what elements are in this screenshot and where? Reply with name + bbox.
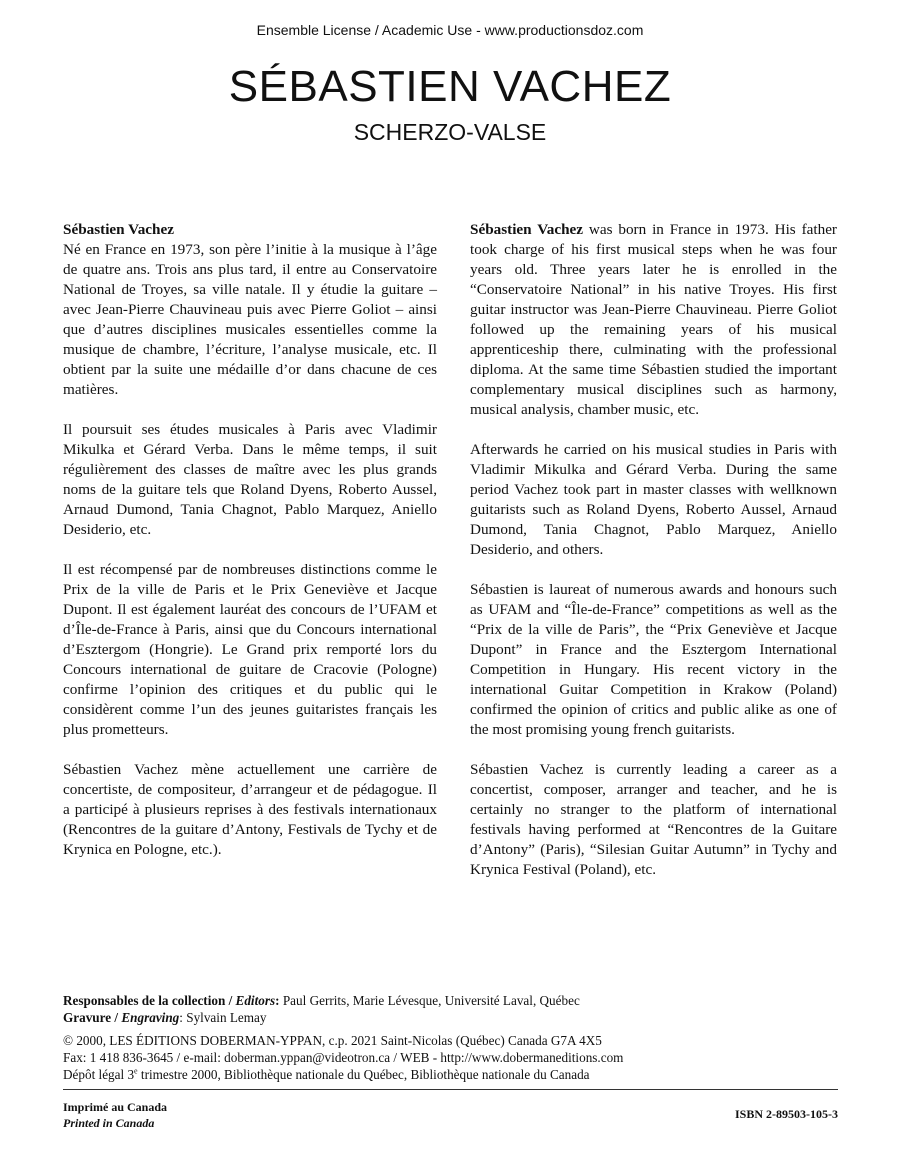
depot-post: trimestre 2000, Bibliothèque nationale du Québec, Bibliothèque nationale du Canada	[137, 1067, 590, 1082]
engraving-value: Sylvain Lemay	[186, 1010, 267, 1025]
isbn: ISBN 2-89503-105-3	[734, 1107, 838, 1121]
bio-fr-paragraph	[63, 220, 437, 400]
editors-sep: /	[225, 993, 236, 1008]
bio-en-paragraph: Sébastien Vachez is currently leading a career as a concertist, composer, arranger and teacher, and he is certainly no stranger to the platform of international festivals having performed at “Rencontres de la Guitare d’Antony” (Paris), “Silesian Guitar Autumn” in Tychy and Krynica Festival (Poland), etc.	[470, 761, 837, 878]
bio-en-lead-name: Sébastien Vachez	[470, 221, 584, 238]
credits-footer	[63, 992, 838, 1083]
printed-en: Printed in Canada	[63, 1116, 155, 1130]
legal-deposit-line	[63, 1066, 838, 1083]
bio-en-paragraph	[470, 220, 837, 420]
bio-fr-paragraph: Il est récompensé par de nombreuses distinctions comme le Prix de la ville de Paris et le Prix Geneviève et Jacque Dupont. Il est également lauréat des concours de l’UFAM et d’Île-de-France à Paris, ainsi que du Concours international d’Esztergom (Hongrie). Le Grand prix remporté lors du Concours international de guitare de Cracovie (Pologne) confirme l’opinion des critiques et du public qui le considèrent comme l’un des jeunes guitaristes français les plus prometteurs.	[63, 561, 437, 738]
bio-fr-heading: Sébastien Vachez	[63, 221, 174, 238]
editors-label-en: Editors	[235, 993, 276, 1008]
bio-fr-paragraph: Il poursuit ses études musicales à Paris avec Vladimir Mikulka et Gérard Verba. Dans le même temps, il suit régulièrement des classes de maître avec les plus grands noms de la guitare tels que Roland Dyens, Roberto Aussel, Arnaud Dumond, Tania Chagnot, Pablo Marquez, Aniello Desiderio, etc.	[63, 421, 437, 538]
bio-en-paragraph: Afterwards he carried on his musical studies in Paris with Vladimir Mikulka and Gérard Verba. During the same period Vachez took part in master classes with wellknown guitarists such as Roland Dyens, Roberto Aussel, Arnaud Dumond, Tania Chagnot, Pablo Marquez, Aniello Desiderio, and others.	[470, 441, 837, 558]
bio-en-paragraph: Sébastien is laureat of numerous awards and honours such as UFAM and “Île-de-France” competitions as well as the “Prix de la ville de Paris”, the “Prix Geneviève et Jacque Dupont” in France and the Esztergom International Competition in Hungary. His recent victory in the international Guitar Competition in Krakow (Poland) confirmed the opinion of critics and public alike as one of the most promising young french guitarists.	[470, 581, 837, 738]
editors-value: Paul Gerrits, Marie Lévesque, Université Laval, Québec	[282, 993, 580, 1008]
engraving-line	[63, 1009, 838, 1026]
biography-french	[63, 220, 437, 880]
engraving-label-en: Engraving	[121, 1010, 180, 1025]
biography-english	[470, 220, 837, 900]
composer-title: SÉBASTIEN VACHEZ	[228, 62, 672, 111]
printed-in	[63, 1099, 167, 1131]
footer-divider	[63, 1089, 838, 1090]
bio-en-lead-text: was born in France in 1973. His father took charge of his first musical steps when he was four years old. Three years later he is enrolled in the “Conservatoire National” in his native Troyes. His first guitar instructor was Jean-Pierre Chauvineau. Pierre Goliot followed up the remaining years of his musical apprenticeship there, culminating with the professional diploma. At the same time Sébastien studied the important complementary musical disciplines such as harmony, musical analysis, chamber music, etc.	[470, 221, 837, 418]
copyright-line: © 2000, LES ÉDITIONS DOBERMAN-YPPAN, c.p. 2021 Saint-Nicolas (Québec) Canada G7A 4X5	[63, 1033, 602, 1048]
bio-fr-paragraph: Sébastien Vachez mène actuellement une carrière de concertiste, de compositeur, d’arrangeur et de pédagogue. Il a participé à plusieurs reprises à des festivals internationaux (Rencontres de la guitare d’Antony, Festivals de Tychy et de Krynica en Pologne, etc.).	[63, 761, 437, 858]
engraving-sep: /	[111, 1010, 122, 1025]
engraving-label-fr: Gravure	[63, 1010, 112, 1025]
bio-fr-text: Né en France en 1973, son père l’initie à la musique à l’âge de quatre ans. Trois ans plus tard, il entre au Conservatoire National de Troyes, sa ville natale. Il y étudie la guitare – avec Jean-Pierre Chauvineau puis avec Pierre Goliot – ainsi que d’autres disciplines musicales essentielles comme la musique de chambre, l’écriture, l’analyse musicale, etc. Il obtient par la suite une médaille d’or dans chacune de ces matières.	[63, 241, 437, 398]
contact-line: Fax: 1 418 836-3645 / e-mail: doberman.yppan@videotron.ca / WEB - http://www.dobermaneditions.com	[63, 1050, 624, 1065]
engraving-colon: :	[179, 1010, 187, 1025]
editors-label-fr: Responsables de la collection	[63, 993, 226, 1008]
printed-fr: Imprimé au Canada	[63, 1100, 168, 1114]
piece-title: SCHERZO-VALSE	[353, 119, 547, 145]
editors-line	[63, 992, 838, 1009]
depot-sup: e	[134, 1066, 138, 1076]
editors-colon: :	[275, 993, 283, 1008]
depot-pre: Dépôt légal 3	[63, 1067, 135, 1082]
license-line: Ensemble License / Academic Use - www.productionsdoz.com	[256, 22, 644, 38]
